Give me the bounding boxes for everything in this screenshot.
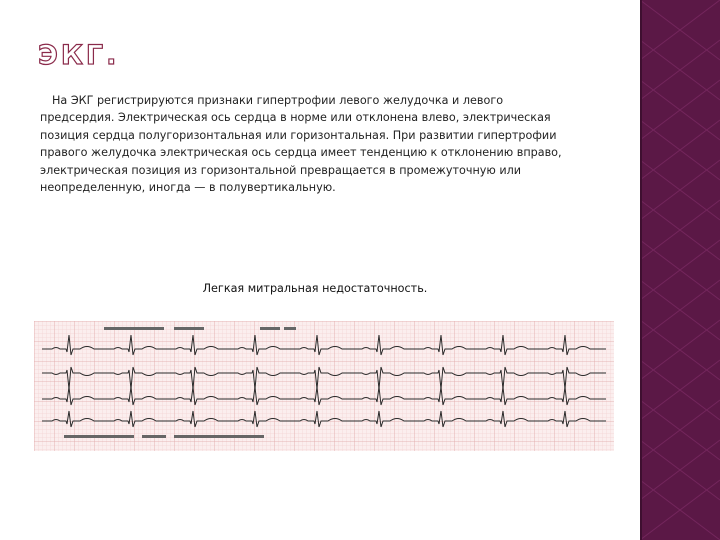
slide-title: ЭКГ. [38,40,120,71]
side-panel-border [640,0,642,540]
side-panel-pattern [640,0,720,540]
ecg-image [34,321,614,451]
ecg-strip [34,321,614,451]
body-paragraph: На ЭКГ регистрируются признаки гипертрофии левого желудочка и левого предсердия. Электрическая ось сердца в норме или отклонена влево, электрическая позиция сердца полугоризонтальная или горизонтальная. При развитии гипертрофии правого желудочка электрическая ось сердца имеет тенденцию к отклонению вправо, электрическая позиция из горизонтальной превращается в промежуточную или неопределенную, иногда — в полувертикальную. [40,94,562,195]
figure-caption: Легкая митральная недостаточность. [202,282,428,295]
decorative-side-panel [640,0,720,540]
